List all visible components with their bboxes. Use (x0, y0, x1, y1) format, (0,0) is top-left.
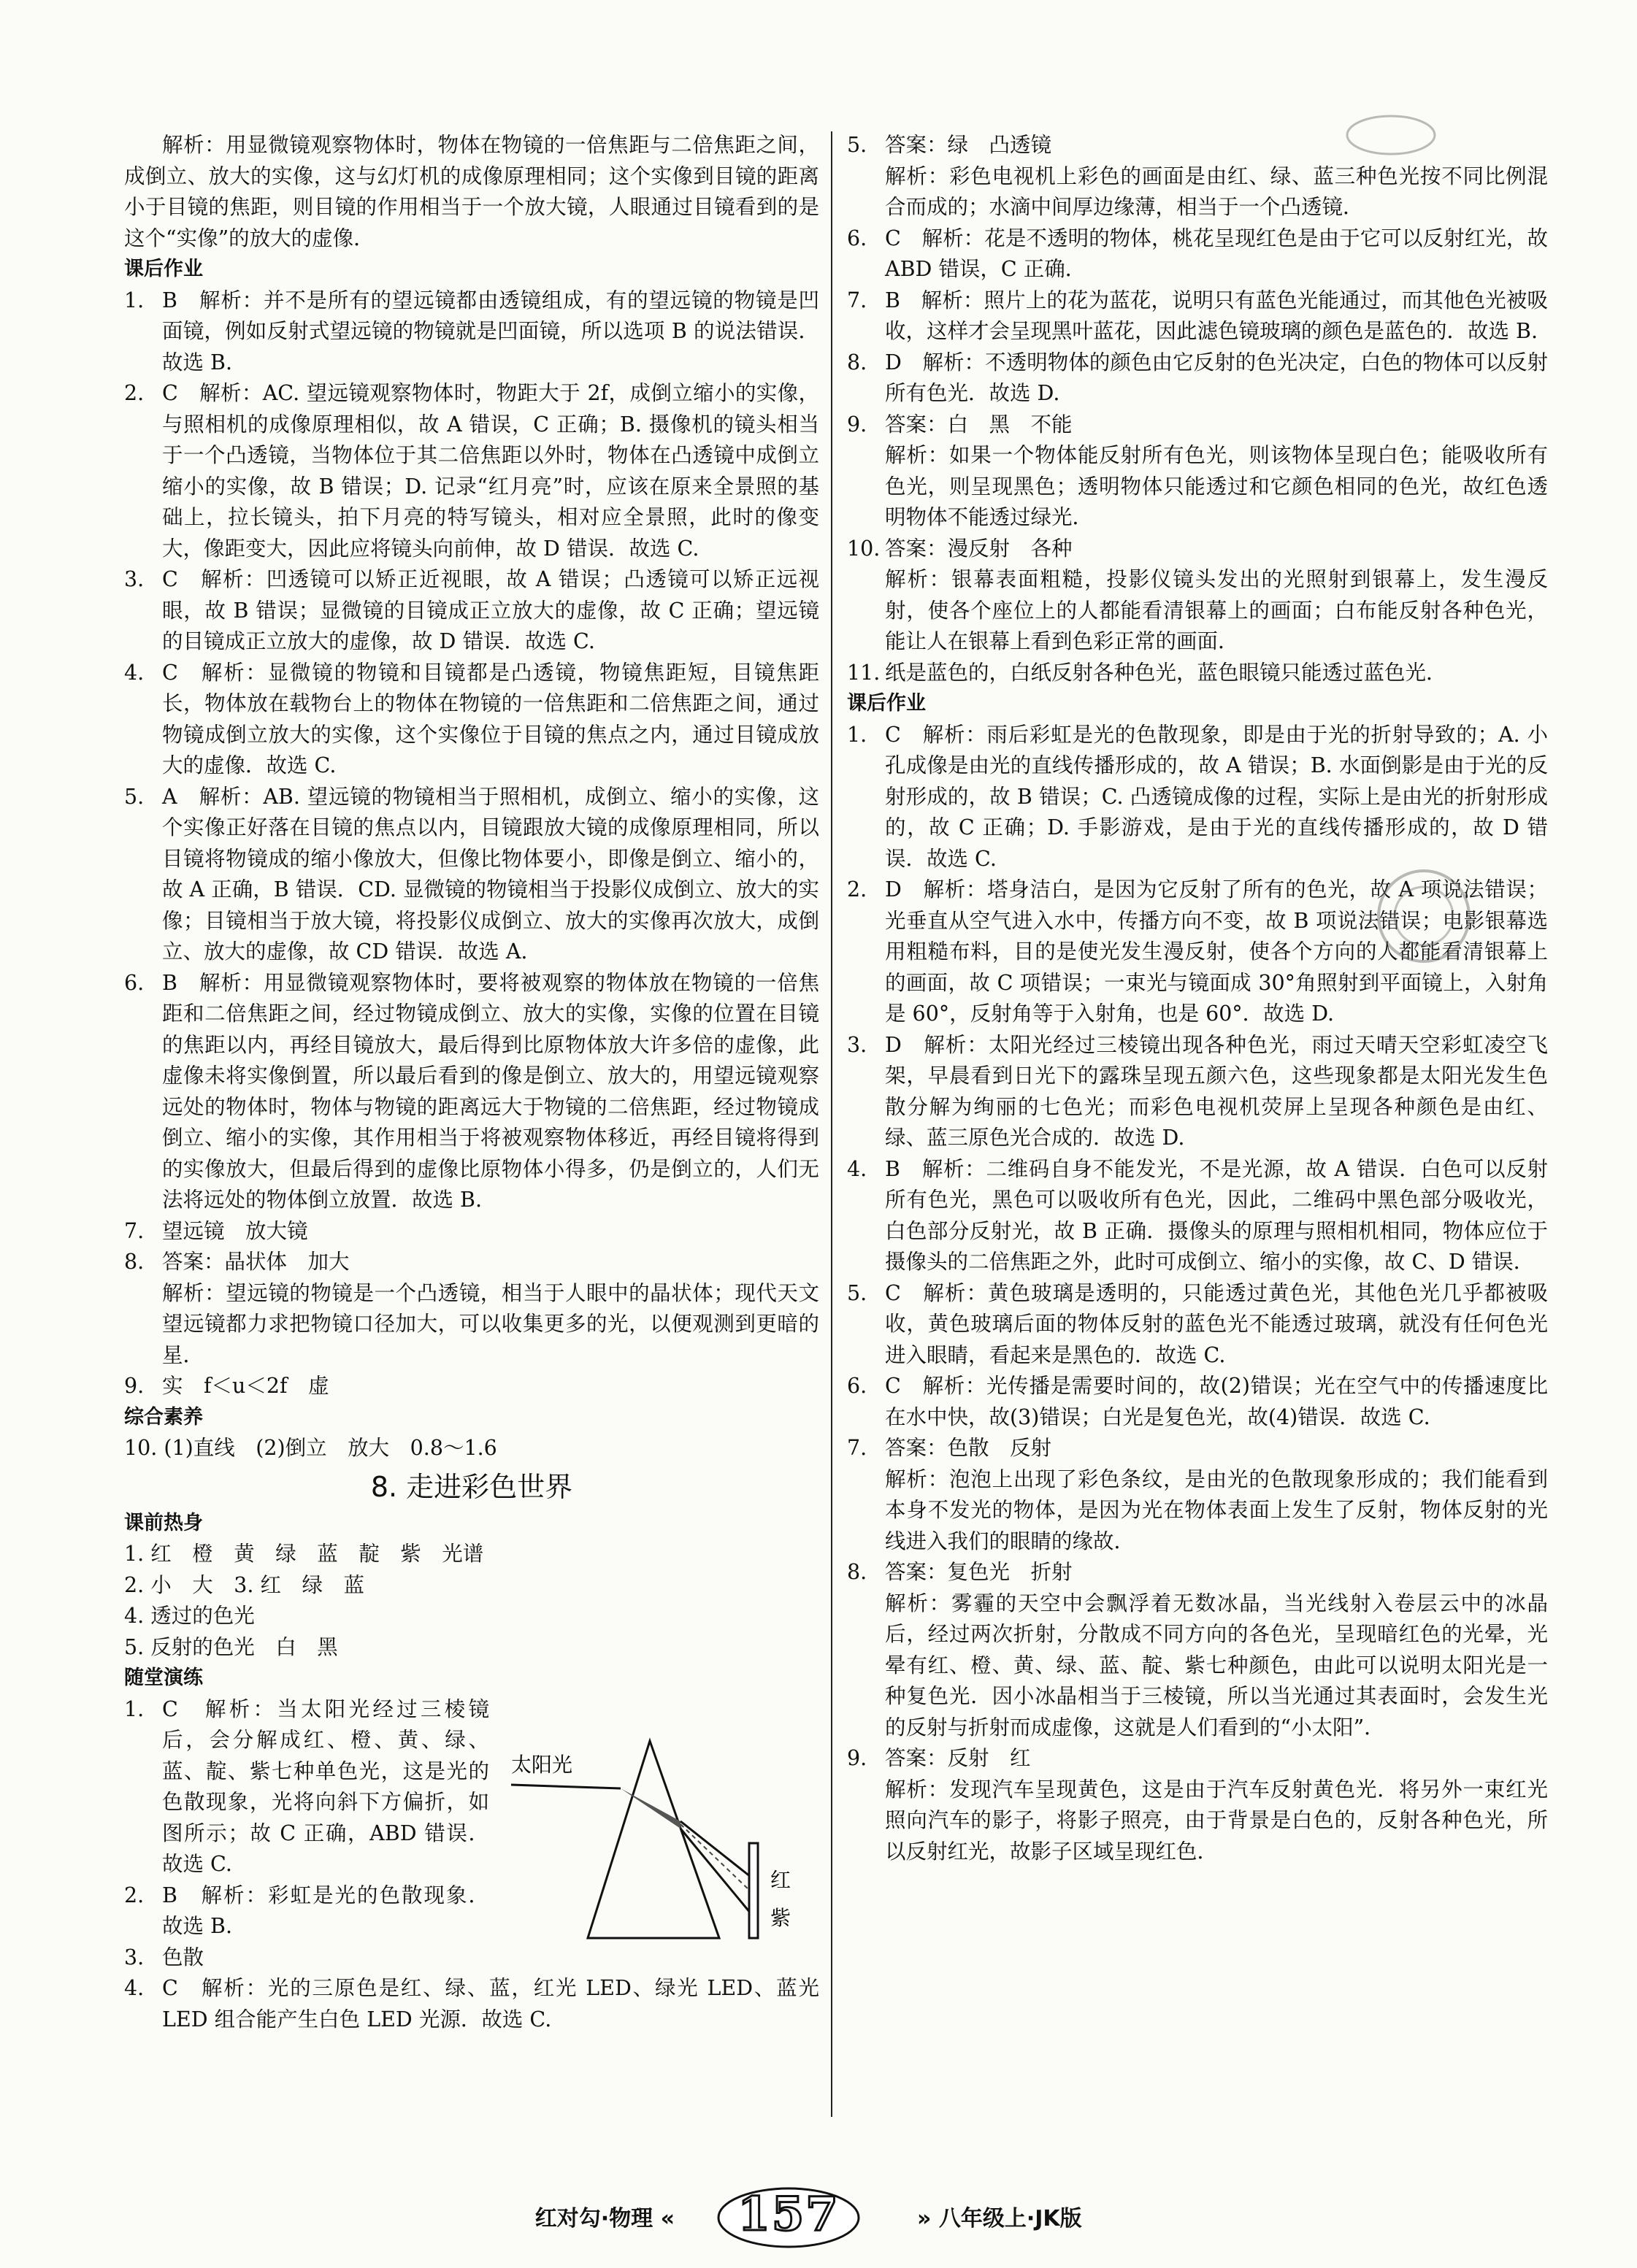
answer-item (847, 1743, 1548, 1775)
item-number: 2. (124, 381, 145, 405)
answer-item (124, 1247, 819, 1278)
sunlight-ray (511, 1785, 621, 1788)
item-number: 3. (847, 1032, 867, 1057)
prism-shape (588, 1741, 719, 1938)
intro-paragraph: 解析：用显微镜观察物体时，物体在物镜的一倍焦距与二倍焦距之间，成倒立、放大的实像，这与幻灯机的成像原理相同；这个实像到目镜的距离小于目镜的焦距，则目镜的作用相当于一个放大镜，人眼通过目镜看到的是这个“实像”的放大的虚像． (124, 133, 819, 250)
red-ray (681, 1821, 751, 1877)
item-text: B 解析：二维码自身不能发光，不是光源，故 A 错误．白色可以反射所有色光，黑色可以吸收所有色光，因此，二维码中黑色部分吸收光，白色部分反射光，故 B 正确．摄像头的原理与照相机相同，物体应位于摄像头的二倍焦距之外，此时可成倒立、缩小的实像，故 C、D 错误． (885, 1156, 1548, 1274)
item-text: C 解析：凹透镜可以矫正近视眼，故 A 错误；凸透镜可以矫正远视眼，故 B 错误；显微镜的目镜成正立放大的虚像，故 C 正确；望远镜的目镜成正立放大的虚像，故 D 错误．故选 C. (162, 567, 819, 653)
item-text: B 解析：彩虹是光的色散现象．故选 B. (162, 1883, 489, 1938)
answer-item (124, 564, 819, 658)
answer-item: 10. (1)直线 (2)倒立 放大 0.8～1.6 (124, 1436, 497, 1460)
answer-item (124, 1942, 819, 1974)
warmup-line: 1. 红 橙 黄 绿 蓝 靛 紫 光谱 (124, 1542, 484, 1566)
item-number: 1. (124, 288, 145, 312)
item-text: A 解析：AB. 望远镜的物镜相当于照相机，成倒立、缩小的实像，这个实像正好落在目镜的焦点以内，目镜跟放大镜的成像原理相同，所以目镜将物镜成的缩小像放大，但像比物体要小，即像是倒立、缩小的，故 A 正确，B 错误．CD. 显微镜的物镜相当于投影仪成倒立、放大的实像；目镜相当于放大镜，将投影仪成倒立、放大的实像再次放大，成倒立、放大的虚像，故 CD 错误．故选 A. (162, 784, 819, 964)
column-divider (831, 131, 832, 2117)
item-text: C 解析：光的三原色是红、绿、蓝，红光 LED、绿光 LED、蓝光 LED 组合能产生白色 LED 光源．故选 C. (162, 1976, 819, 2031)
item-text: C 解析：雨后彩虹是光的色散现象，即是由于光的折射导致的；A. 小孔成像是由光的直线传播形成的，故 A 错误；B. 水面倒影是由于光的反射形成的，故 B 错误；C. 凸透镜成像的过程，实际上是由光的折射形成的，故 C 正确；D. 手影游戏，是由于光的直线传播形成的，故 D 错误．故选 C. (885, 722, 1548, 871)
answer-explanation: 解析：雾霾的天空中会飘浮着无数冰晶，当光线射入卷层云中的冰晶后，经过两次折射，分散成不同方向的各色光，呈现暗红色的光晕，光晕有红、橙、黄、绿、蓝、靛、紫七种颜色，由此可以说明太阳光是一种复色光．因小冰晶相当于三棱镜，所以当光通过其表面时，会发生光的反射与折射而成虚像，这就是人们看到的“小太阳”． (885, 1591, 1548, 1740)
answer-item (124, 658, 819, 782)
item-number: 2. (124, 1883, 145, 1907)
item-text: 纸是蓝色的，白纸反射各种色光，蓝色眼镜只能透过蓝色光． (885, 660, 1447, 685)
answer-item (124, 782, 819, 968)
item-number: 4. (124, 1976, 145, 2000)
footer-grade-label: » 八年级上·JK版 (917, 2206, 1082, 2232)
item-number: 11. (847, 660, 881, 685)
item-text: 答案：漫反射 各种 (885, 536, 1073, 561)
item-number: 4. (847, 1156, 867, 1181)
item-text: 答案：复色光 折射 (885, 1560, 1073, 1584)
sunlight-label: 太阳光 (511, 1752, 573, 1777)
page-number-text: 157 (737, 2187, 840, 2242)
footer-book-title: 红对勾·物理 « (534, 2206, 675, 2232)
item-text: 答案：绿 凸透镜 (885, 133, 1052, 157)
answer-item (847, 534, 1548, 565)
prism-question-block (124, 1694, 819, 1942)
warmup-line: 2. 小 大 3. 红 绿 蓝 (124, 1572, 365, 1597)
answer-item (124, 1216, 819, 1248)
item-number: 3. (124, 567, 145, 591)
warmup-line: 5. 反射的色光 白 黑 (124, 1634, 338, 1659)
section-heading: 综合素养 (124, 1405, 203, 1429)
item-text: B 解析：并不是所有的望远镜都由透镜组成，有的望远镜的物镜是凹面镜，例如反射式望远镜的物镜就是凹面镜，所以选项 B 的说法错误．故选 B. (162, 288, 819, 374)
answer-item (847, 1557, 1548, 1588)
item-text: 色散 (162, 1945, 204, 1969)
item-number: 5. (847, 133, 867, 157)
red-label: 红 (770, 1867, 791, 1892)
watermark-stamp (1343, 113, 1438, 157)
answer-item (847, 347, 1548, 410)
answer-item (124, 968, 819, 1216)
item-number: 3. (124, 1945, 145, 1969)
answer-explanation: 解析：彩色电视机上彩色的画面是由红、绿、蓝三种色光按不同比例混合而成的；水滴中间厚边缘薄，相当于一个凸透镜． (885, 164, 1548, 219)
item-number: 1. (847, 722, 867, 747)
answer-item (124, 285, 819, 379)
item-number: 7. (847, 1436, 867, 1460)
section-title: 8. 走进彩色世界 (370, 1470, 573, 1503)
answer-item (847, 1154, 1548, 1278)
answer-explanation: 解析：望远镜的物镜是一个凸透镜，相当于人眼中的晶状体；现代天文望远镜都力求把物镜口径加大，可以收集更多的光，以便观测到更暗的星． (162, 1280, 819, 1367)
item-text: 答案：晶状体 加大 (162, 1250, 350, 1274)
answer-item (847, 1433, 1548, 1464)
right-column (847, 130, 1548, 1867)
answer-item (847, 285, 1548, 347)
item-number: 6. (847, 1374, 867, 1398)
item-number: 8. (847, 1560, 867, 1584)
item-text: B 解析：照片上的花为蓝花，说明只有蓝色光能通过，而其他色光被吸收，这样才会呈现黑叶蓝花，因此滤色镜玻璃的颜色是蓝色的．故选 B. (885, 288, 1548, 343)
item-number: 7. (124, 1218, 145, 1243)
section-heading: 课后作业 (124, 258, 203, 280)
item-text: C 解析：AC. 望远镜观察物体时，物距大于 2f，成倒立缩小的实像，与照相机的成像原理相似，故 A 错误，C 正确；B. 摄像机的镜头相当于一个凸透镜，当物体位于其二倍焦距以外时，物体在凸透镜中成倒立缩小的实像，故 B 错误；D. 记录“红月亮”时，应该在原来全景照的基础上，拉长镜头，拍下月亮的特写镜头，相对应全景照，此时的像变大，像距变大，因此应将镜头向前伸，故 D 错误．故选 C. (162, 381, 819, 561)
answer-item (847, 1278, 1548, 1372)
purple-ray (681, 1829, 751, 1913)
purple-label: 紫 (770, 1905, 791, 1930)
answer-item (847, 720, 1548, 875)
section-heading: 随堂演练 (124, 1667, 203, 1689)
prism-dispersion-figure (511, 1734, 803, 1945)
page-footer (0, 2183, 1637, 2256)
item-text: D 解析：不透明物体的颜色由它反射的色光决定，白色的物体可以反射所有色光．故选 D. (885, 350, 1548, 405)
item-text: C 解析：当太阳光经过三棱镜后，会分解成红、橙、黄、绿、蓝、靛、紫七种单色光，这是光的色散现象，光将向斜下方偏折，如图所示；故 C 正确，ABD 错误．故选 C. (162, 1696, 489, 1876)
item-text: B 解析：用显微镜观察物体时，要将被观察的物体放在物镜的一倍焦距和二倍焦距之间，经过物镜成倒立、放大的实像，实像的位置在目镜的焦距以内，再经目镜放大，最后得到比原物体放大许多倍的虚像，此虚像未将实像倒置，所以最后看到的像是倒立、放大的，用望远镜观察远处的物体时，物体与物镜的距离远大于物镜的二倍焦距，经过物镜成倒立、缩小的实像，其作用相当于将被观察物体移近，再经目镜将得到的实像放大，但最后得到的虚像比原物体小得多，仍是倒立的，人们无法将远处的物体倒立放置．故选 B. (162, 970, 819, 1212)
answer-explanation: 解析：泡泡上出现了彩色条纹，是由光的色散现象形成的；我们能看到本身不发光的物体，是因为光在物体表面上发生了反射，物体反射的光线进入我们的眼睛的缘故． (885, 1466, 1548, 1553)
answer-item (124, 1694, 489, 1880)
item-number: 9. (847, 412, 867, 437)
answer-item (124, 1973, 819, 2035)
answer-item (847, 658, 1548, 689)
item-text: 答案：白 黑 不能 (885, 412, 1073, 437)
answer-explanation: 解析：如果一个物体能反射所有色光，则该物体呈现白色；能吸收所有色光，则呈现黑色；透明物体只能透过和它颜色相同的色光，故红色透明物体不能透过绿光． (885, 443, 1548, 529)
item-text: C 解析：显微镜的物镜和目镜都是凸透镜，物镜焦距短，目镜焦距长，物体放在载物台上的物体在物镜的一倍焦距和二倍焦距之间，通过物镜成倒立放大的实像，这个实像位于目镜的焦点之内，通过目镜成放大的虚像．故选 C. (162, 660, 819, 777)
item-number: 5. (124, 784, 145, 809)
item-text: D 解析：太阳光经过三棱镜出现各种色光，雨过天晴天空彩虹凌空飞架，早晨看到日光下的露珠呈现五颜六色，这些现象都是太阳光发生色散分解为绚丽的七色光；而彩色电视机荧屏上呈现各种颜色是由红、绿、蓝三原色光合成的．故选 D. (885, 1032, 1548, 1150)
answer-item (847, 1030, 1548, 1154)
left-column (124, 130, 819, 2035)
item-number: 4. (124, 660, 145, 685)
answer-item (847, 1371, 1548, 1433)
answer-item (124, 1880, 489, 1942)
item-number: 2. (847, 877, 867, 902)
answer-item (124, 378, 819, 564)
answer-item (124, 1371, 819, 1402)
item-text: 答案：反射 红 (885, 1746, 1031, 1770)
item-text: 望远镜 放大镜 (162, 1218, 308, 1243)
item-number: 7. (847, 288, 867, 312)
item-number: 9. (124, 1374, 145, 1398)
item-text: C 解析：黄色玻璃是透明的，只能透过黄色光，其他色光几乎都被吸收，黄色玻璃后面的物体反射的蓝色光不能透过玻璃，就没有任何色光进入眼睛，看起来是黑色的．故选 C. (885, 1280, 1548, 1367)
item-text: D 解析：塔身洁白，是因为它反射了所有的色光，故 A 项说法错误；光垂直从空气进入水中，传播方向不变，故 B 项说法错误；电影银幕选用粗糙布料，目的是使光发生漫反射，使各个方向的人都能看清银幕上的画面，故 C 项错误；一束光与镜面成 30°角照射到平面镜上，入射角是 60°，反射角等于入射角，也是 60°．故选 D. (885, 877, 1548, 1026)
item-number: 10. (847, 536, 881, 561)
answer-explanation: 解析：发现汽车呈现黄色，这是由于汽车反射黄色光．将另外一束红光照向汽车的影子，将影子照亮，由于背景是白色的，反射各种色光，所以反射红光，故影子区域呈现红色． (885, 1777, 1548, 1864)
answer-explanation: 解析：银幕表面粗糙，投影仪镜头发出的光照射到银幕上，发生漫反射，使各个座位上的人都能看清银幕上的画面；白布能反射各种色光，能让人在银幕上看到色彩正常的画面． (885, 567, 1548, 653)
item-number: 6. (847, 226, 867, 250)
left-answer-list (124, 285, 819, 1402)
section-heading: 课后作业 (847, 692, 926, 715)
item-text: C 解析：光传播是需要时间的，故(2)错误；光在空气中的传播速度比在水中快，故(3)错误；白光是复色光，故(4)错误．故选 C. (885, 1374, 1548, 1429)
item-number: 1. (124, 1696, 145, 1721)
answer-item (847, 410, 1548, 441)
right-answer-list (847, 130, 1548, 688)
item-number: 6. (124, 970, 145, 995)
item-number: 9. (847, 1746, 867, 1770)
warmup-line: 4. 透过的色光 (124, 1604, 255, 1628)
item-number: 5. (847, 1280, 867, 1305)
screen-shape (749, 1843, 758, 1938)
page-number (701, 2183, 876, 2253)
item-number: 8. (847, 350, 867, 374)
answer-item (847, 130, 1548, 161)
item-text: C 解析：花是不透明的物体，桃花呈现红色是由于它可以反射红光，故 ABD 错误，C 正确． (885, 226, 1548, 281)
section-heading: 课前热身 (124, 1511, 203, 1534)
watermark-stamp (1358, 861, 1490, 971)
item-number: 8. (124, 1250, 145, 1274)
item-text: 实 f＜u＜2f 虚 (162, 1374, 329, 1398)
item-text: 答案：色散 反射 (885, 1436, 1052, 1460)
answer-item (847, 223, 1548, 285)
